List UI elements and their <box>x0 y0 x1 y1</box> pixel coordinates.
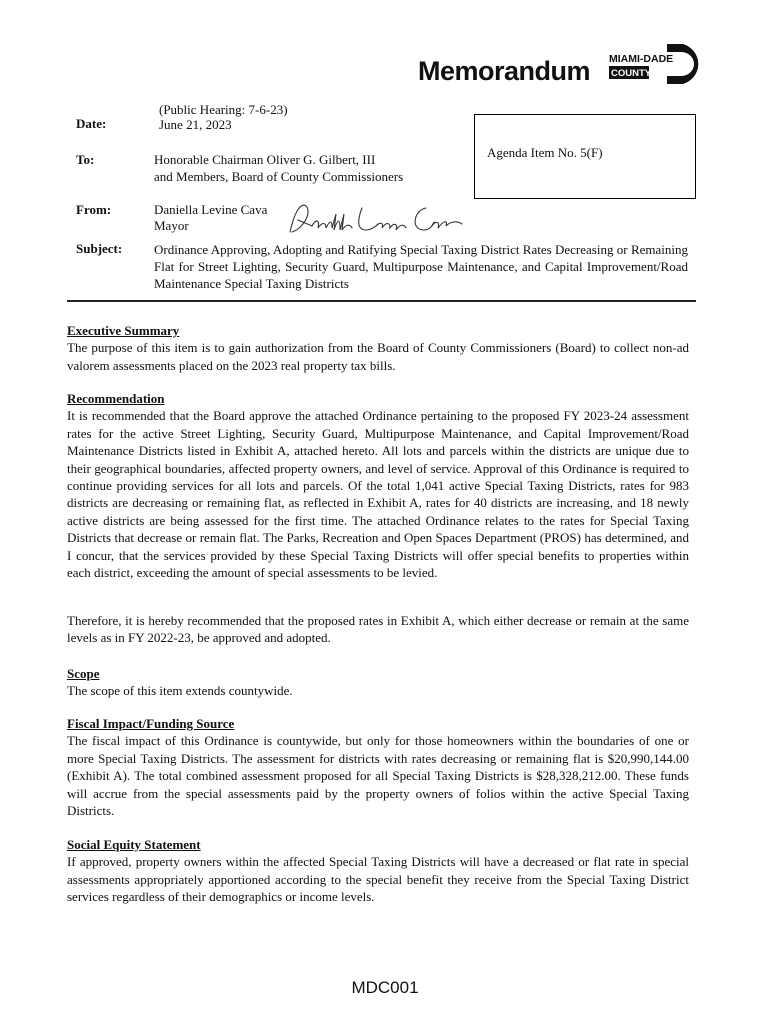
header-divider <box>67 300 696 302</box>
social-equity-heading: Social Equity Statement <box>67 837 201 852</box>
recommendation-section <box>67 390 689 581</box>
from-name: Daniella Levine Cava <box>154 202 268 217</box>
recommendation-conclusion <box>67 612 689 647</box>
executive-summary-section <box>67 322 689 374</box>
miami-dade-county-logo <box>609 42 701 86</box>
memo-title: Memorandum <box>418 56 591 86</box>
scope-heading: Scope <box>67 666 100 681</box>
recommendation-text: It is recommended that the Board approve the attached Ordinance pertaining to the proposed FY 2023-24 assessment rates for the active Street Lighting, Security Guard, Multipurpose Maintenance, and Capital Improvement/Road Maintenance Districts listed in Exhibit A, attached hereto. All lots and parcels within the districts are unique due to their geographical boundaries, affected property owners, and level of service. Approval of this Ordinance is required to continue providing services for all lots and parcels. Of the total 1,041 active Special Taxing Districts, rates for 983 districts are decreasing or remaining flat, as reflected in Exhibit A, rates for 40 districts are increasing, and 18 newly active districts are being assessed for the first time. The attached Ordinance relates to the rates for Special Taxing Districts that decrease or remain flat. The Parks, Recreation and Open Spaces Department (PROS) has determined, and I concur, that the services provided by these Special Taxing Districts will offer special benefits to properties within each district, exceeding the amount of special assessments to be levied. <box>67 408 689 581</box>
from-label: From: <box>76 202 112 217</box>
fiscal-impact-heading: Fiscal Impact/Funding Source <box>67 716 235 731</box>
social-equity-section <box>67 836 689 906</box>
date-label: Date: <box>76 116 107 131</box>
fiscal-impact-section <box>67 715 689 819</box>
to-recipient-line1: Honorable Chairman Oliver G. Gilbert, III <box>154 152 376 167</box>
recommendation-heading: Recommendation <box>67 391 165 406</box>
document-code: MDC001 <box>351 978 419 997</box>
recommendation-conclusion-text: Therefore, it is hereby recommended that the proposed rates in Exhibit A, which either decrease or remain at the same levels as in FY 2022-23, be approved and adopted. <box>67 613 689 646</box>
fiscal-impact-text: The fiscal impact of this Ordinance is countywide, but only for those homeowners within the boundaries of one or more Special Taxing Districts. The assessment for districts with rates decreasing or remaining flat is $20,990,144.00 (Exhibit A). The total combined assessment proposed for all Special Taxing Districts is $28,328,212.00. These funds will accrue from the special assessments paid by the property owners of folios within the active Special Taxing Districts. <box>67 733 689 819</box>
scope-section <box>67 665 689 700</box>
subject-label: Subject: <box>76 241 123 256</box>
agenda-item-box <box>474 114 696 199</box>
to-recipient-line2: and Members, Board of County Commissioners <box>154 169 404 184</box>
executive-summary-heading: Executive Summary <box>67 323 180 338</box>
from-title: Mayor <box>154 218 189 233</box>
svg-text:COUNTY: COUNTY <box>611 68 652 79</box>
memo-date: June 21, 2023 <box>159 117 232 132</box>
subject-text: Ordinance Approving, Adopting and Ratifying Special Taxing District Rates Decreasing or Remaining Flat for Street Lighting, Security Guard, Multipurpose Maintenance, and Capital Improvement/Road Maintenance Special Taxing Districts <box>154 242 688 292</box>
executive-summary-text: The purpose of this item is to gain authorization from the Board of County Commissioners (Board) to collect non-ad valorem assessments placed on the 2023 real property tax bills. <box>67 340 689 373</box>
scope-text: The scope of this item extends countywide. <box>67 683 293 699</box>
svg-text:MIAMI-DADE: MIAMI-DADE <box>609 53 674 65</box>
public-hearing-note: (Public Hearing: 7-6-23) <box>159 102 288 117</box>
social-equity-text: If approved, property owners within the affected Special Taxing Districts will have a decreased or flat rate in special assessments appropriately apportioned according to the special benefit they receive from the Special Taxing District services regardless of their demographics or income levels. <box>67 854 689 905</box>
agenda-item-number: Agenda Item No. 5(F) <box>487 145 603 160</box>
to-label: To: <box>76 152 95 167</box>
signature <box>286 196 466 242</box>
